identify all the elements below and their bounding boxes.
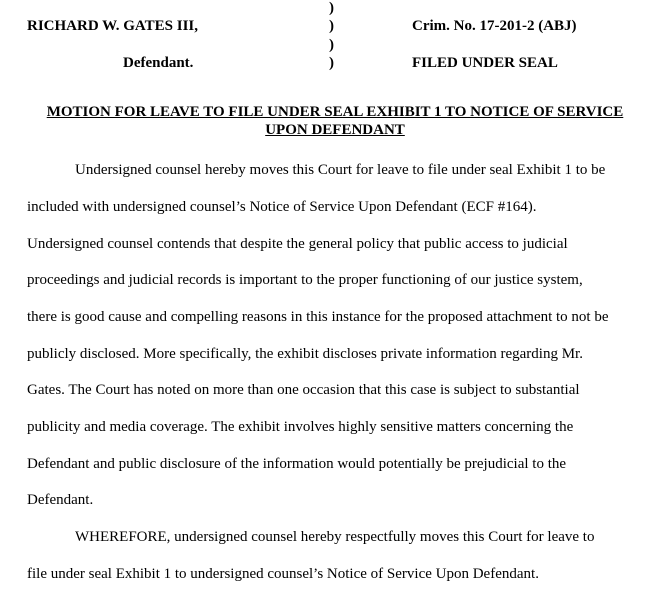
body-line: WHEREFORE, undersigned counsel hereby respectfully moves this Court for leave to (75, 529, 595, 545)
body-line: publicity and media coverage. The exhibit involves highly sensitive matters concerning the (27, 419, 574, 435)
body-line: included with undersigned counsel’s Notice of Service Upon Defendant (ECF #164). (27, 199, 537, 215)
body-line: there is good cause and compelling reasons in this instance for the proposed attachment to not be (27, 309, 609, 325)
caption-paren: ) (329, 37, 334, 53)
case-number: Crim. No. 17-201-2 (ABJ) (412, 18, 577, 34)
body-line: publicly disclosed. More specifically, the exhibit discloses private information regarding Mr. (27, 346, 583, 362)
body-line: Gates. The Court has noted on more than one occasion that this case is subject to substantial (27, 382, 580, 398)
defendant-role: Defendant. (123, 55, 194, 71)
body-line: Defendant and public disclosure of the information would potentially be prejudicial to the (27, 456, 567, 472)
body-line: proceedings and judicial records is important to the proper functioning of our justice system, (27, 272, 583, 288)
motion-title (20, 103, 650, 139)
body-line: Undersigned counsel hereby moves this Court for leave to file under seal Exhibit 1 to be (75, 162, 606, 178)
body-line: Defendant. (27, 492, 94, 508)
caption-paren: ) (329, 0, 334, 16)
body-line: Undersigned counsel contends that despite the general policy that public access to judicial (27, 236, 568, 252)
motion-title-line: UPON DEFENDANT (265, 122, 405, 138)
case-caption (0, 0, 669, 80)
caption-paren: ) (329, 18, 334, 34)
caption-paren: ) (329, 55, 334, 71)
defendant-name: RICHARD W. GATES III, (27, 18, 199, 34)
filing-status: FILED UNDER SEAL (412, 55, 558, 71)
body-line: file under seal Exhibit 1 to undersigned counsel’s Notice of Service Upon Defendant. (27, 566, 539, 582)
motion-title-line: MOTION FOR LEAVE TO FILE UNDER SEAL EXHIBIT 1 TO NOTICE OF SERVICE (46, 104, 624, 120)
